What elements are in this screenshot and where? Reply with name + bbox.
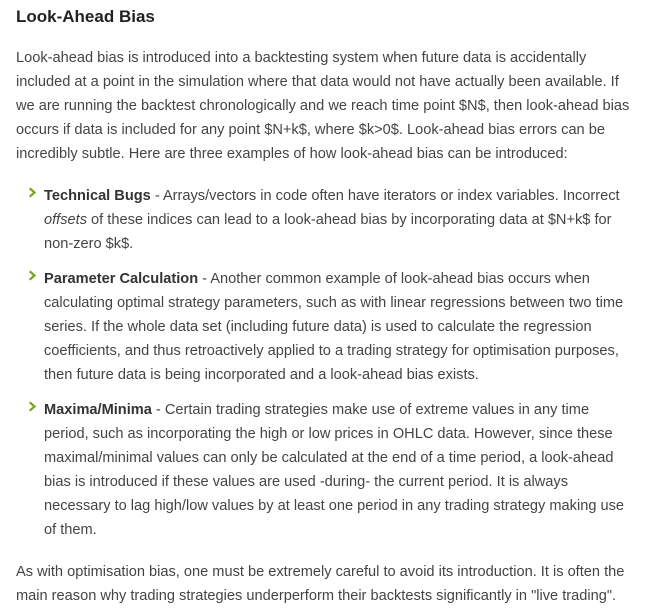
item-emphasis: offsets [44,212,87,228]
chevron-right-icon [29,184,37,202]
list-item-maxima-minima [16,398,636,542]
item-text-after: of these indices can lead to a look-ahead bias by incorporating data at $N+k$ for non-zero $k$. [44,212,612,252]
item-text: - Arrays/vectors in code often have iterators or index variables. Incorrect [150,188,620,204]
list-item-parameter-calculation [16,267,636,387]
item-term: Technical Bugs [44,188,151,204]
item-text: - Certain trading strategies make use of extreme values in any time period, such as incorporating the high or low prices in OHLC data. However, since these maximal/minimal values can only be calculated at the end of a time period, a look-ahead bias is introduced if these values are used -during- the current period. It is always necessary to lag high/low values by at least one period in any trading strategy making use of them. [44,402,625,538]
outro-paragraph: As with optimisation bias, one must be extremely careful to avoid its introduction. It is often the main reason why trading strategies underperform their backtests significantly in "live trading". [16,564,625,604]
chevron-right-icon [29,267,37,285]
bias-examples-list [16,184,636,542]
item-term: Parameter Calculation [44,271,199,287]
list-item-technical-bugs [16,184,636,256]
section-title: Look-Ahead Bias [16,7,155,26]
item-text: - Another common example of look-ahead bias occurs when calculating optimal strategy parameters, such as with linear regressions between two time series. If the whole data set (including future data) is used to calculate the regression coefficients, and thus retroactively applied to a trading strategy for optimisation purposes, then future data is being incorporated and a look-ahead bias exists. [44,271,624,383]
chevron-right-icon [29,398,37,416]
item-term: Maxima/Minima [44,402,152,418]
intro-paragraph: Look-ahead bias is introduced into a backtesting system when future data is accidentally included at a point in the simulation where that data would not have actually been available. If we are running the backtest chronologically and we reach time point $N$, then look-ahead bias occurs if data is included for any point $N+k$, where $k>0$. Look-ahead bias errors can be incredibly subtle. Here are three examples of how look-ahead bias can be introduced: [16,50,630,162]
